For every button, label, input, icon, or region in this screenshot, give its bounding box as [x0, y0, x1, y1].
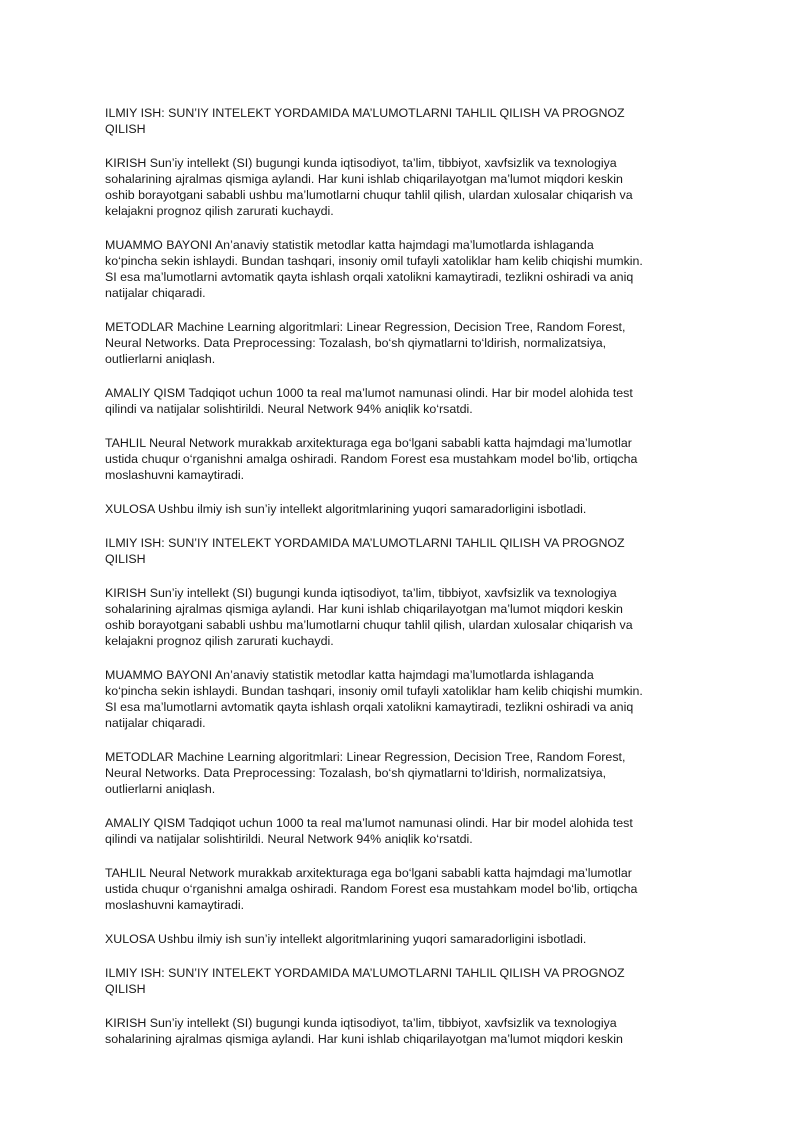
document-title: ILMIY ISH: SUN’IY INTELEKT YORDAMIDA MA’LUMOTLARNI TAHLIL QILISH VA PROGNOZ QILISH	[105, 106, 625, 136]
paragraph-amaliy-qism: AMALIY QISM Tadqiqot uchun 1000 ta real ma’lumot namunasi olindi. Har bir model alohida test qilindi va natijalar solishtirildi. Neural Network 94% aniqlik ko‘rsatdi.	[105, 386, 633, 416]
paragraph-muammo-bayoni: MUAMMO BAYONI An’anaviy statistik metodlar katta hajmdagi ma’lumotlarda ishlaganda ko‘pincha sekin ishlaydi. Bundan tashqari, insoniy omil tufayli xatoliklar ham kelib chiqishi mumkin. SI esa ma’lumotlarni avtomatik qayta ishlash orqali xatolikni kamaytiradi, tezlikni oshiradi va aniq natijalar chiqaradi.	[105, 668, 643, 730]
paragraph-metodlar: METODLAR Machine Learning algoritmlari: Linear Regression, Decision Tree, Random Forest, Neural Networks. Data Preprocessing: Tozalash, bo‘sh qiymatlarni to‘ldirish, normalizatsiya, outlierlarni aniqlash.	[105, 750, 626, 796]
document-title: ILMIY ISH: SUN’IY INTELEKT YORDAMIDA MA’LUMOTLARNI TAHLIL QILISH VA PROGNOZ QILISH	[105, 536, 625, 566]
paragraph-kirish: KIRISH Sun’iy intellekt (SI) bugungi kunda iqtisodiyot, ta’lim, tibbiyot, xavfsizlik va texnologiya sohalarining ajralmas qismiga aylandi. Har kuni ishlab chiqarilayotgan ma’lumot miqdori keskin oshib borayotgani sababli ushbu ma’lumotlarni chuqur tahlil qilish, ulardan xulosalar chiqarish va kelajakni prognoz qilish zarurati kuchaydi.	[105, 156, 633, 218]
paragraph-muammo-bayoni: MUAMMO BAYONI An’anaviy statistik metodlar katta hajmdagi ma’lumotlarda ishlaganda ko‘pincha sekin ishlaydi. Bundan tashqari, insoniy omil tufayli xatoliklar ham kelib chiqishi mumkin. SI esa ma’lumotlarni avtomatik qayta ishlash orqali xatolikni kamaytiradi, tezlikni oshiradi va aniq natijalar chiqaradi.	[105, 238, 643, 300]
paragraph-tahlil: TAHLIL Neural Network murakkab arxitekturaga ega bo‘lgani sababli katta hajmdagi ma’lumotlar ustida chuqur o‘rganishni amalga oshiradi. Random Forest esa mustahkam model bo‘lib, ortiqcha moslashuvni kamaytiradi.	[105, 866, 638, 912]
paragraph-kirish: KIRISH Sun’iy intellekt (SI) bugungi kunda iqtisodiyot, ta’lim, tibbiyot, xavfsizlik va texnologiya sohalarining ajralmas qismiga aylandi. Har kuni ishlab chiqarilayotgan ma’lumot miqdori keskin oshib borayotgani sababli ushbu ma’lumotlarni chuqur tahlil qilish, ulardan xulosalar chiqarish va kelajakni prognoz qilish zarurati kuchaydi.	[105, 586, 633, 648]
paragraph-xulosa: XULOSA Ushbu ilmiy ish sun’iy intellekt algoritmlarining yuqori samaradorligini isbotladi.	[105, 932, 587, 946]
paragraph-amaliy-qism: AMALIY QISM Tadqiqot uchun 1000 ta real ma’lumot namunasi olindi. Har bir model alohida test qilindi va natijalar solishtirildi. Neural Network 94% aniqlik ko‘rsatdi.	[105, 816, 633, 846]
paragraph-kirish: KIRISH Sun’iy intellekt (SI) bugungi kunda iqtisodiyot, ta’lim, tibbiyot, xavfsizlik va texnologiya sohalarining ajralmas qismiga aylandi. Har kuni ishlab chiqarilayotgan ma’lumot miqdori keskin	[105, 1016, 623, 1046]
document-page	[105, 105, 705, 1065]
document-title: ILMIY ISH: SUN’IY INTELEKT YORDAMIDA MA’LUMOTLARNI TAHLIL QILISH VA PROGNOZ QILISH	[105, 966, 625, 996]
paragraph-tahlil: TAHLIL Neural Network murakkab arxitekturaga ega bo‘lgani sababli katta hajmdagi ma’lumotlar ustida chuqur o‘rganishni amalga oshiradi. Random Forest esa mustahkam model bo‘lib, ortiqcha moslashuvni kamaytiradi.	[105, 436, 638, 482]
paragraph-xulosa: XULOSA Ushbu ilmiy ish sun’iy intellekt algoritmlarining yuqori samaradorligini isbotladi.	[105, 502, 587, 516]
paragraph-metodlar: METODLAR Machine Learning algoritmlari: Linear Regression, Decision Tree, Random Forest, Neural Networks. Data Preprocessing: Tozalash, bo‘sh qiymatlarni to‘ldirish, normalizatsiya, outlierlarni aniqlash.	[105, 320, 626, 366]
